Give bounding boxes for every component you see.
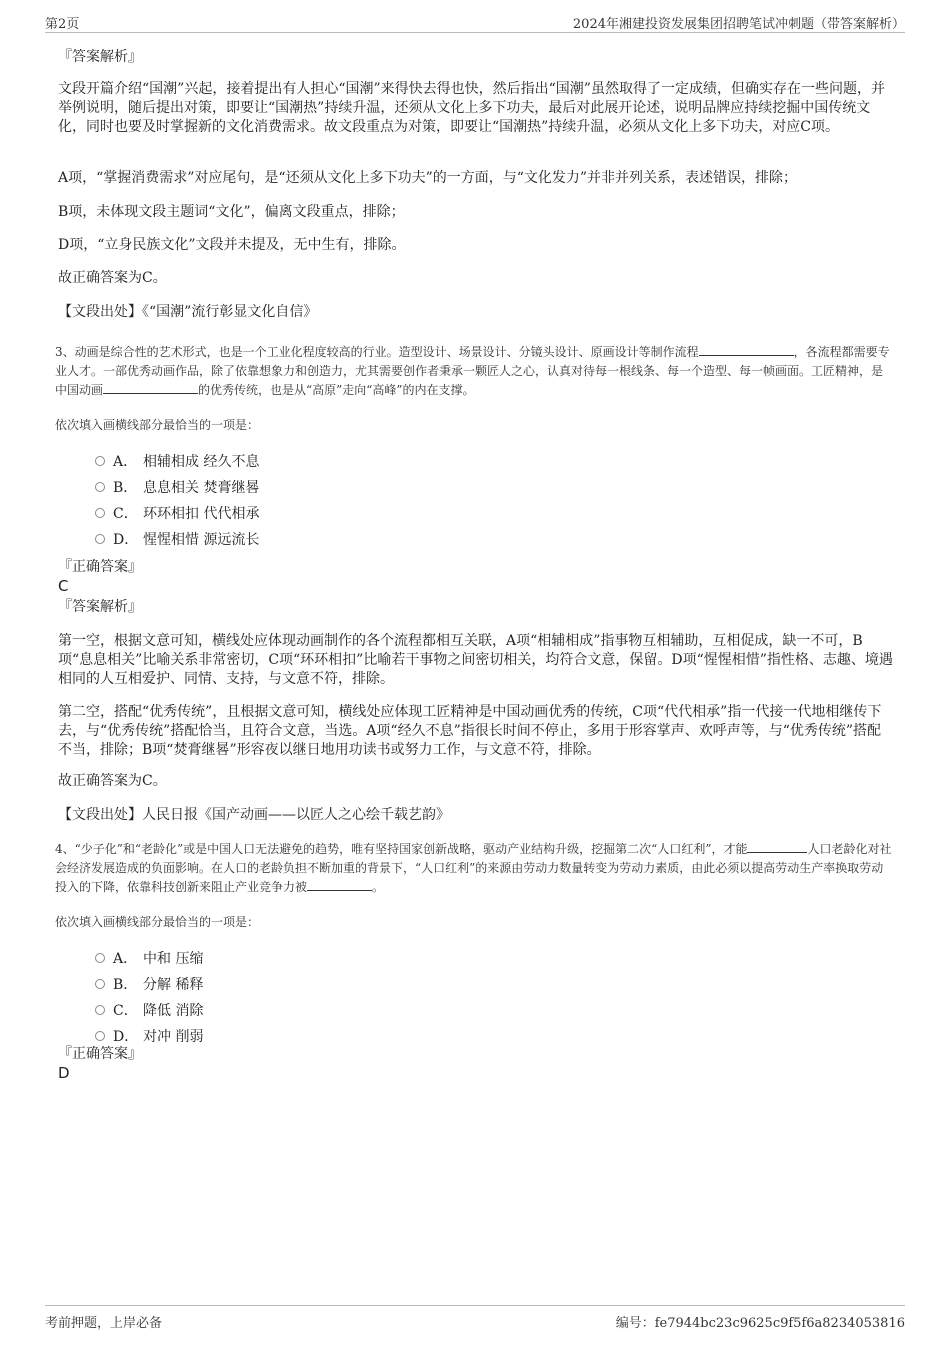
q4-option-a[interactable]: A． 中和 压缩 bbox=[95, 950, 203, 968]
q4-prompt: 依次填入画横线部分最恰当的一项是： bbox=[55, 915, 260, 929]
q3-answer: C bbox=[58, 577, 69, 595]
q3-source: 【文段出处】人民日报《国产动画——以匠人之心绘千载艺韵》 bbox=[58, 807, 450, 823]
q3-option-d[interactable]: D． 惺惺相惜 源远流长 bbox=[95, 531, 259, 549]
q4-option-c[interactable]: C． 降低 消除 bbox=[95, 1002, 203, 1020]
q2-source: 【文段出处】《“国潮”流行彰显文化自信》 bbox=[58, 304, 318, 320]
q3-blank-1 bbox=[699, 343, 794, 356]
q3-option-a[interactable]: A． 相辅相成 经久不息 bbox=[95, 453, 259, 471]
radio-icon[interactable] bbox=[95, 482, 105, 492]
page-number: 第2页 bbox=[45, 17, 80, 32]
q4-answer: D bbox=[58, 1064, 70, 1082]
q2-analysis-option-b: B项，未体现文段主题词“文化”，偏离文段重点，排除； bbox=[58, 204, 405, 220]
q4-option-b[interactable]: B． 分解 稀释 bbox=[95, 976, 203, 994]
q4-stem: 4、“少子化”和“老龄化”或是中国人口无法避免的趋势，唯有坚持国家创新战略，驱动产业结构升级，挖掘第二次“人口红利”，才能 人口老龄化对社会经济发展造成的负面影响。在人口的老龄负担不断加重的背景下，“人口红利”的来源由劳动力数量转变为劳动力素质，由此必须以提高劳动生产率换取劳动投入的下降，依靠科技创新来阻止产业竞争力被 。 bbox=[55, 842, 892, 894]
q3-conclusion: 故正确答案为C。 bbox=[58, 773, 167, 789]
q2-conclusion: 故正确答案为C。 bbox=[58, 270, 167, 286]
q4-option-d[interactable]: D． 对冲 削弱 bbox=[95, 1028, 203, 1046]
document-id: 编号：fe7944bc23c9625c9f5f6a8234053816 bbox=[615, 1316, 905, 1331]
q3-option-c[interactable]: C． 环环相扣 代代相承 bbox=[95, 505, 259, 523]
q3-blank-2 bbox=[103, 381, 198, 394]
q3-analysis-paragraph-2: 第二空，搭配“优秀传统”，且根据文意可知，横线处应体现工匠精神是中国动画优秀的传统，C项“代代相承”指一代接一代地相继传下去，与“优秀传统”搭配恰当，且符合文意，当选。A项“经久不息”指很长时间不停止，多用于形容掌声、欢呼声等，与“优秀传统”搭配不当，排除；B项“焚膏继晷”形容夜以继日地用功读书或努力工作，与文意不符，排除。 bbox=[58, 704, 882, 758]
footer-slogan: 考前押题，上岸必备 bbox=[45, 1316, 163, 1331]
q2-analysis-heading: 『答案解析』 bbox=[58, 49, 142, 65]
q3-analysis-paragraph-1: 第一空，根据文意可知，横线处应体现动画制作的各个流程都相互关联，A项“相辅相成”指事物互相辅助，互相促成，缺一不可，B项“息息相关”比喻关系非常密切，C项“环环相扣”比喻若干事物之间密切相关，均符合文意，保留。D项“惺惺相惜”指性格、志趣、境遇相同的人互相爱护、同情、支持，与文意不符，排除。 bbox=[58, 633, 893, 687]
radio-icon[interactable] bbox=[95, 534, 105, 544]
q2-analysis-option-a: A项，“掌握消费需求”对应尾句，是“还须从文化上多下功夫”的一方面，与“文化发力”并非并列关系，表述错误，排除； bbox=[58, 170, 798, 186]
page-header bbox=[45, 10, 905, 33]
radio-icon[interactable] bbox=[95, 1031, 105, 1041]
q3-analysis-heading: 『答案解析』 bbox=[58, 599, 142, 615]
radio-icon[interactable] bbox=[95, 1005, 105, 1015]
document-title: 2024年湘建投资发展集团招聘笔试冲刺题（带答案解析） bbox=[572, 17, 905, 32]
q3-stem: 3、动画是综合性的艺术形式，也是一个工业化程度较高的行业。造型设计、场景设计、分镜头设计、原画设计等制作流程 ，各流程都需要专业人才。一部优秀动画作品，除了依靠想象力和创造力，尤其需要创作者秉承一颗匠人之心，认真对待每一根线条、每一个造型、每一帧画面。工匠精神，是中国动画 的优秀传统，也是从“高原”走向“高峰”的内在支撑。 bbox=[55, 345, 890, 397]
q2-analysis-paragraph: 文段开篇介绍“国潮”兴起，接着提出有人担心“国潮”来得快去得也快，然后指出“国潮”虽然取得了一定成绩，但确实存在一些问题，并举例说明，随后提出对策，即要让“国潮热”持续升温，还须从文化上多下功夫，最后对此展开论述，说明品牌应持续挖掘中国传统文化，同时也要及时掌握新的文化消费需求。故文段重点为对策，即要让“国潮热”持续升温，必须从文化上多下功夫，对应C项。 bbox=[58, 81, 885, 135]
page-footer bbox=[45, 1305, 905, 1336]
q4-blank-1 bbox=[747, 840, 807, 853]
radio-icon[interactable] bbox=[95, 953, 105, 963]
radio-icon[interactable] bbox=[95, 979, 105, 989]
q4-blank-2 bbox=[307, 878, 372, 891]
q4-answer-heading: 『正确答案』 bbox=[58, 1046, 142, 1062]
q3-option-b[interactable]: B． 息息相关 焚膏继晷 bbox=[95, 479, 259, 497]
q3-answer-heading: 『正确答案』 bbox=[58, 559, 142, 575]
q3-prompt: 依次填入画横线部分最恰当的一项是： bbox=[55, 418, 260, 432]
radio-icon[interactable] bbox=[95, 508, 105, 518]
q2-analysis-option-d: D项，“立身民族文化”文段并未提及，无中生有，排除。 bbox=[58, 237, 406, 253]
radio-icon[interactable] bbox=[95, 456, 105, 466]
